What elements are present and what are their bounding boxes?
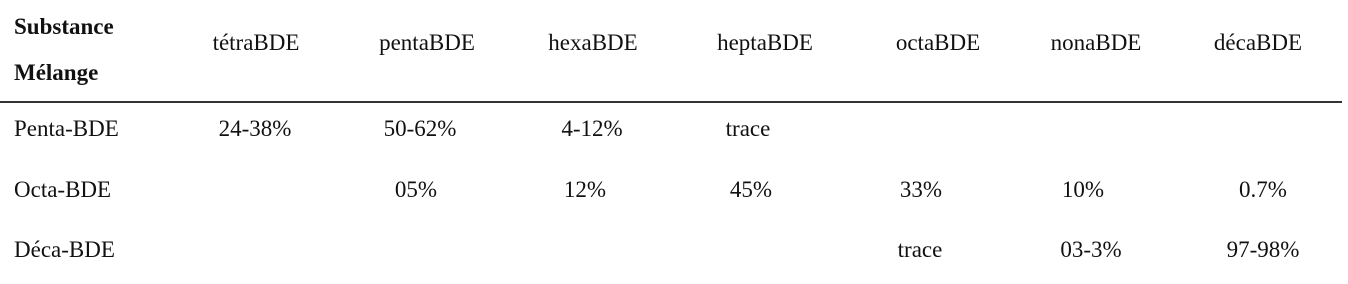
cell-deca-decabde: 97-98% [1226,237,1300,262]
cell-penta-tetrabde: 24-38% [218,116,292,141]
col-header-heptabde: heptaBDE [717,30,813,55]
header-substance: Substance [14,14,114,39]
cell-deca-nonabde: 03-3% [1060,237,1122,262]
cell-octa-hexabde: 12% [563,177,607,202]
col-header-hexabde: hexaBDE [548,30,638,55]
header-divider [0,101,1342,103]
col-header-nonabde: nonaBDE [1050,30,1142,55]
cell-penta-heptabde: trace [725,116,771,141]
cell-penta-hexabde: 4-12% [561,116,623,141]
col-header-octabde: octaBDE [895,30,981,55]
cell-octa-heptabde: 45% [729,177,773,202]
cell-penta-pentabde: 50-62% [383,116,457,141]
header-melange: Mélange [14,60,99,85]
cell-octa-octabde: 33% [899,177,943,202]
cell-deca-octabde: trace [897,237,943,262]
row-label-deca-bde: Déca-BDE [14,237,115,262]
row-label-penta-bde: Penta-BDE [14,116,119,141]
col-header-tetrabde: tétraBDE [212,30,300,55]
col-header-decabde: décaBDE [1213,30,1303,55]
header-stub [14,4,114,96]
cell-octa-pentabde: 05% [394,177,438,202]
col-header-pentabde: pentaBDE [379,30,475,55]
cell-octa-decabde: 0.7% [1239,177,1287,202]
row-label-octa-bde: Octa-BDE [14,177,112,202]
cell-octa-nonabde: 10% [1061,177,1105,202]
